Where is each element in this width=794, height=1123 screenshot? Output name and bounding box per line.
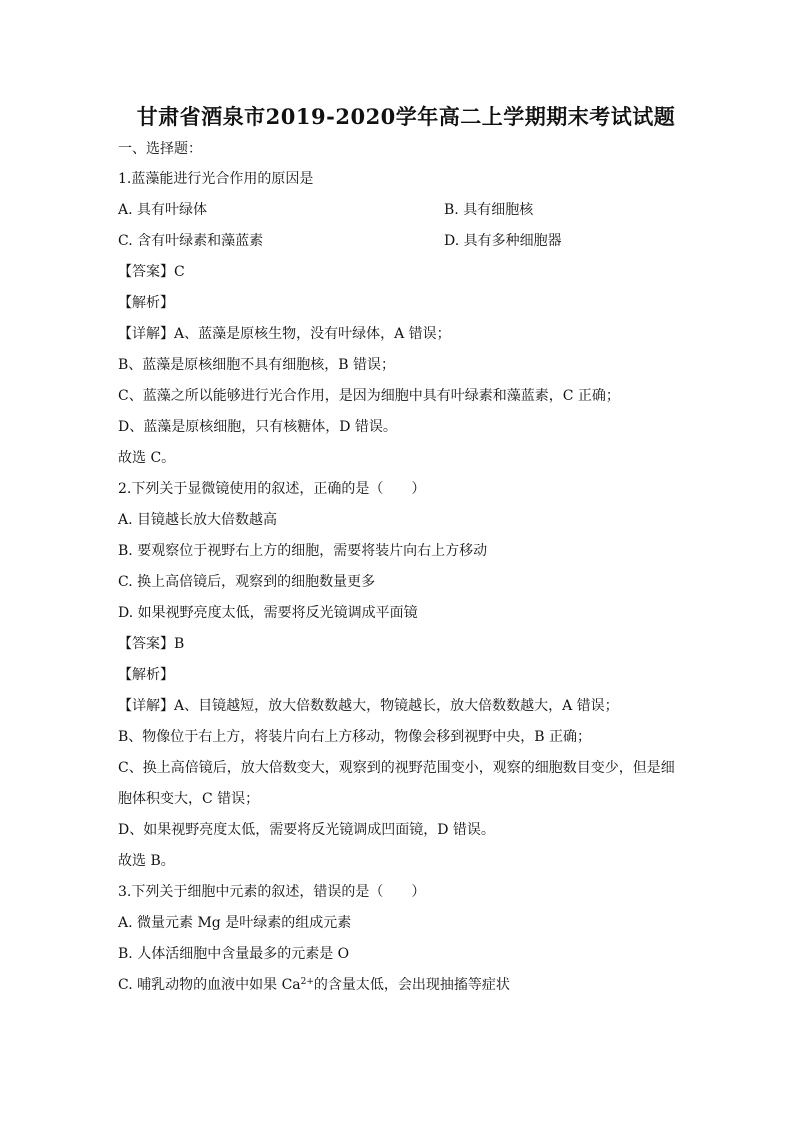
question-1-options-row-1 xyxy=(118,195,698,226)
question-1-analysis-line: D、蓝藻是原核细胞，只有核糖体，D 错误。 xyxy=(118,419,397,435)
question-1-stem: 1.蓝藻能进行光合作用的原因是 xyxy=(118,171,314,187)
question-3-option-a: A. 微量元素 Mg 是叶绿素的组成元素 xyxy=(118,915,352,931)
question-2-analysis-heading: 【解析】 xyxy=(118,667,174,683)
question-2-analysis-line: C、换上高倍镜后，放大倍数变大，观察到的视野范围变小，观察的细胞数目变少，但是细 xyxy=(118,760,675,776)
question-1-option-d: D. 具有多种细胞器 xyxy=(444,233,562,249)
question-2-option-d: D. 如果视野亮度太低，需要将反光镜调成平面镜 xyxy=(118,605,418,621)
question-2-analysis-line: 胞体积变大，C 错误； xyxy=(118,791,260,807)
question-2-option-b: B. 要观察位于视野右上方的细胞，需要将装片向右上方移动 xyxy=(118,543,488,559)
question-3-option-c-text: C. 哺乳动物的血液中如果 Ca xyxy=(118,977,301,993)
question-2-analysis-line: D、如果视野亮度太低，需要将反光镜调成凹面镜，D 错误。 xyxy=(118,822,495,838)
section-heading: 一、选择题： xyxy=(118,141,202,157)
question-2-option-c: C. 换上高倍镜后，观察到的细胞数量更多 xyxy=(118,574,376,590)
question-1-answer: 【答案】C xyxy=(118,264,185,280)
question-1-analysis-heading: 【解析】 xyxy=(118,295,174,311)
calcium-charge-superscript: 2+ xyxy=(300,977,314,987)
question-1-conclusion: 故选 C。 xyxy=(118,450,176,466)
question-1-option-a: A. 具有叶绿体 xyxy=(118,202,208,218)
question-2-analysis-line: B、物像位于右上方，将装片向右上方移动，物像会移到视野中央，B 正确； xyxy=(118,729,592,745)
question-1-analysis-line: 【详解】A、蓝藻是原核生物，没有叶绿体，A 错误； xyxy=(118,326,451,342)
question-3-stem: 3.下列关于细胞中元素的叙述，错误的是（ ） xyxy=(118,884,426,900)
question-1-analysis-line: B、蓝藻是原核细胞不具有细胞核，B 错误； xyxy=(118,357,396,373)
question-2-conclusion: 故选 B。 xyxy=(118,853,175,869)
question-2-option-a: A. 目镜越长放大倍数越高 xyxy=(118,512,278,528)
question-3-option-b: B. 人体活细胞中含量最多的元素是 O xyxy=(118,946,350,962)
question-1-options-row-2 xyxy=(118,226,698,257)
question-1-analysis-line: C、蓝藻之所以能够进行光合作用，是因为细胞中具有叶绿素和藻蓝素，C 正确； xyxy=(118,388,620,404)
question-2-stem: 2.下列关于显微镜使用的叙述，正确的是（ ） xyxy=(118,481,426,497)
document-title: 甘肃省酒泉市2019-2020学年高二上学期期末考试试题 xyxy=(136,104,676,129)
question-1-option-c: C. 含有叶绿素和藻蓝素 xyxy=(118,233,264,249)
question-3-option-c xyxy=(118,970,698,1001)
document-page xyxy=(118,100,698,1001)
question-2-analysis-line: 【详解】A、目镜越短，放大倍数数越大，物镜越长，放大倍数数越大，A 错误； xyxy=(118,698,619,714)
question-3-option-c-text-tail: 的含量太低，会出现抽搐等症状 xyxy=(313,977,510,993)
question-1-option-b: B. 具有细胞核 xyxy=(444,202,534,218)
question-2-answer: 【答案】B xyxy=(118,636,185,652)
